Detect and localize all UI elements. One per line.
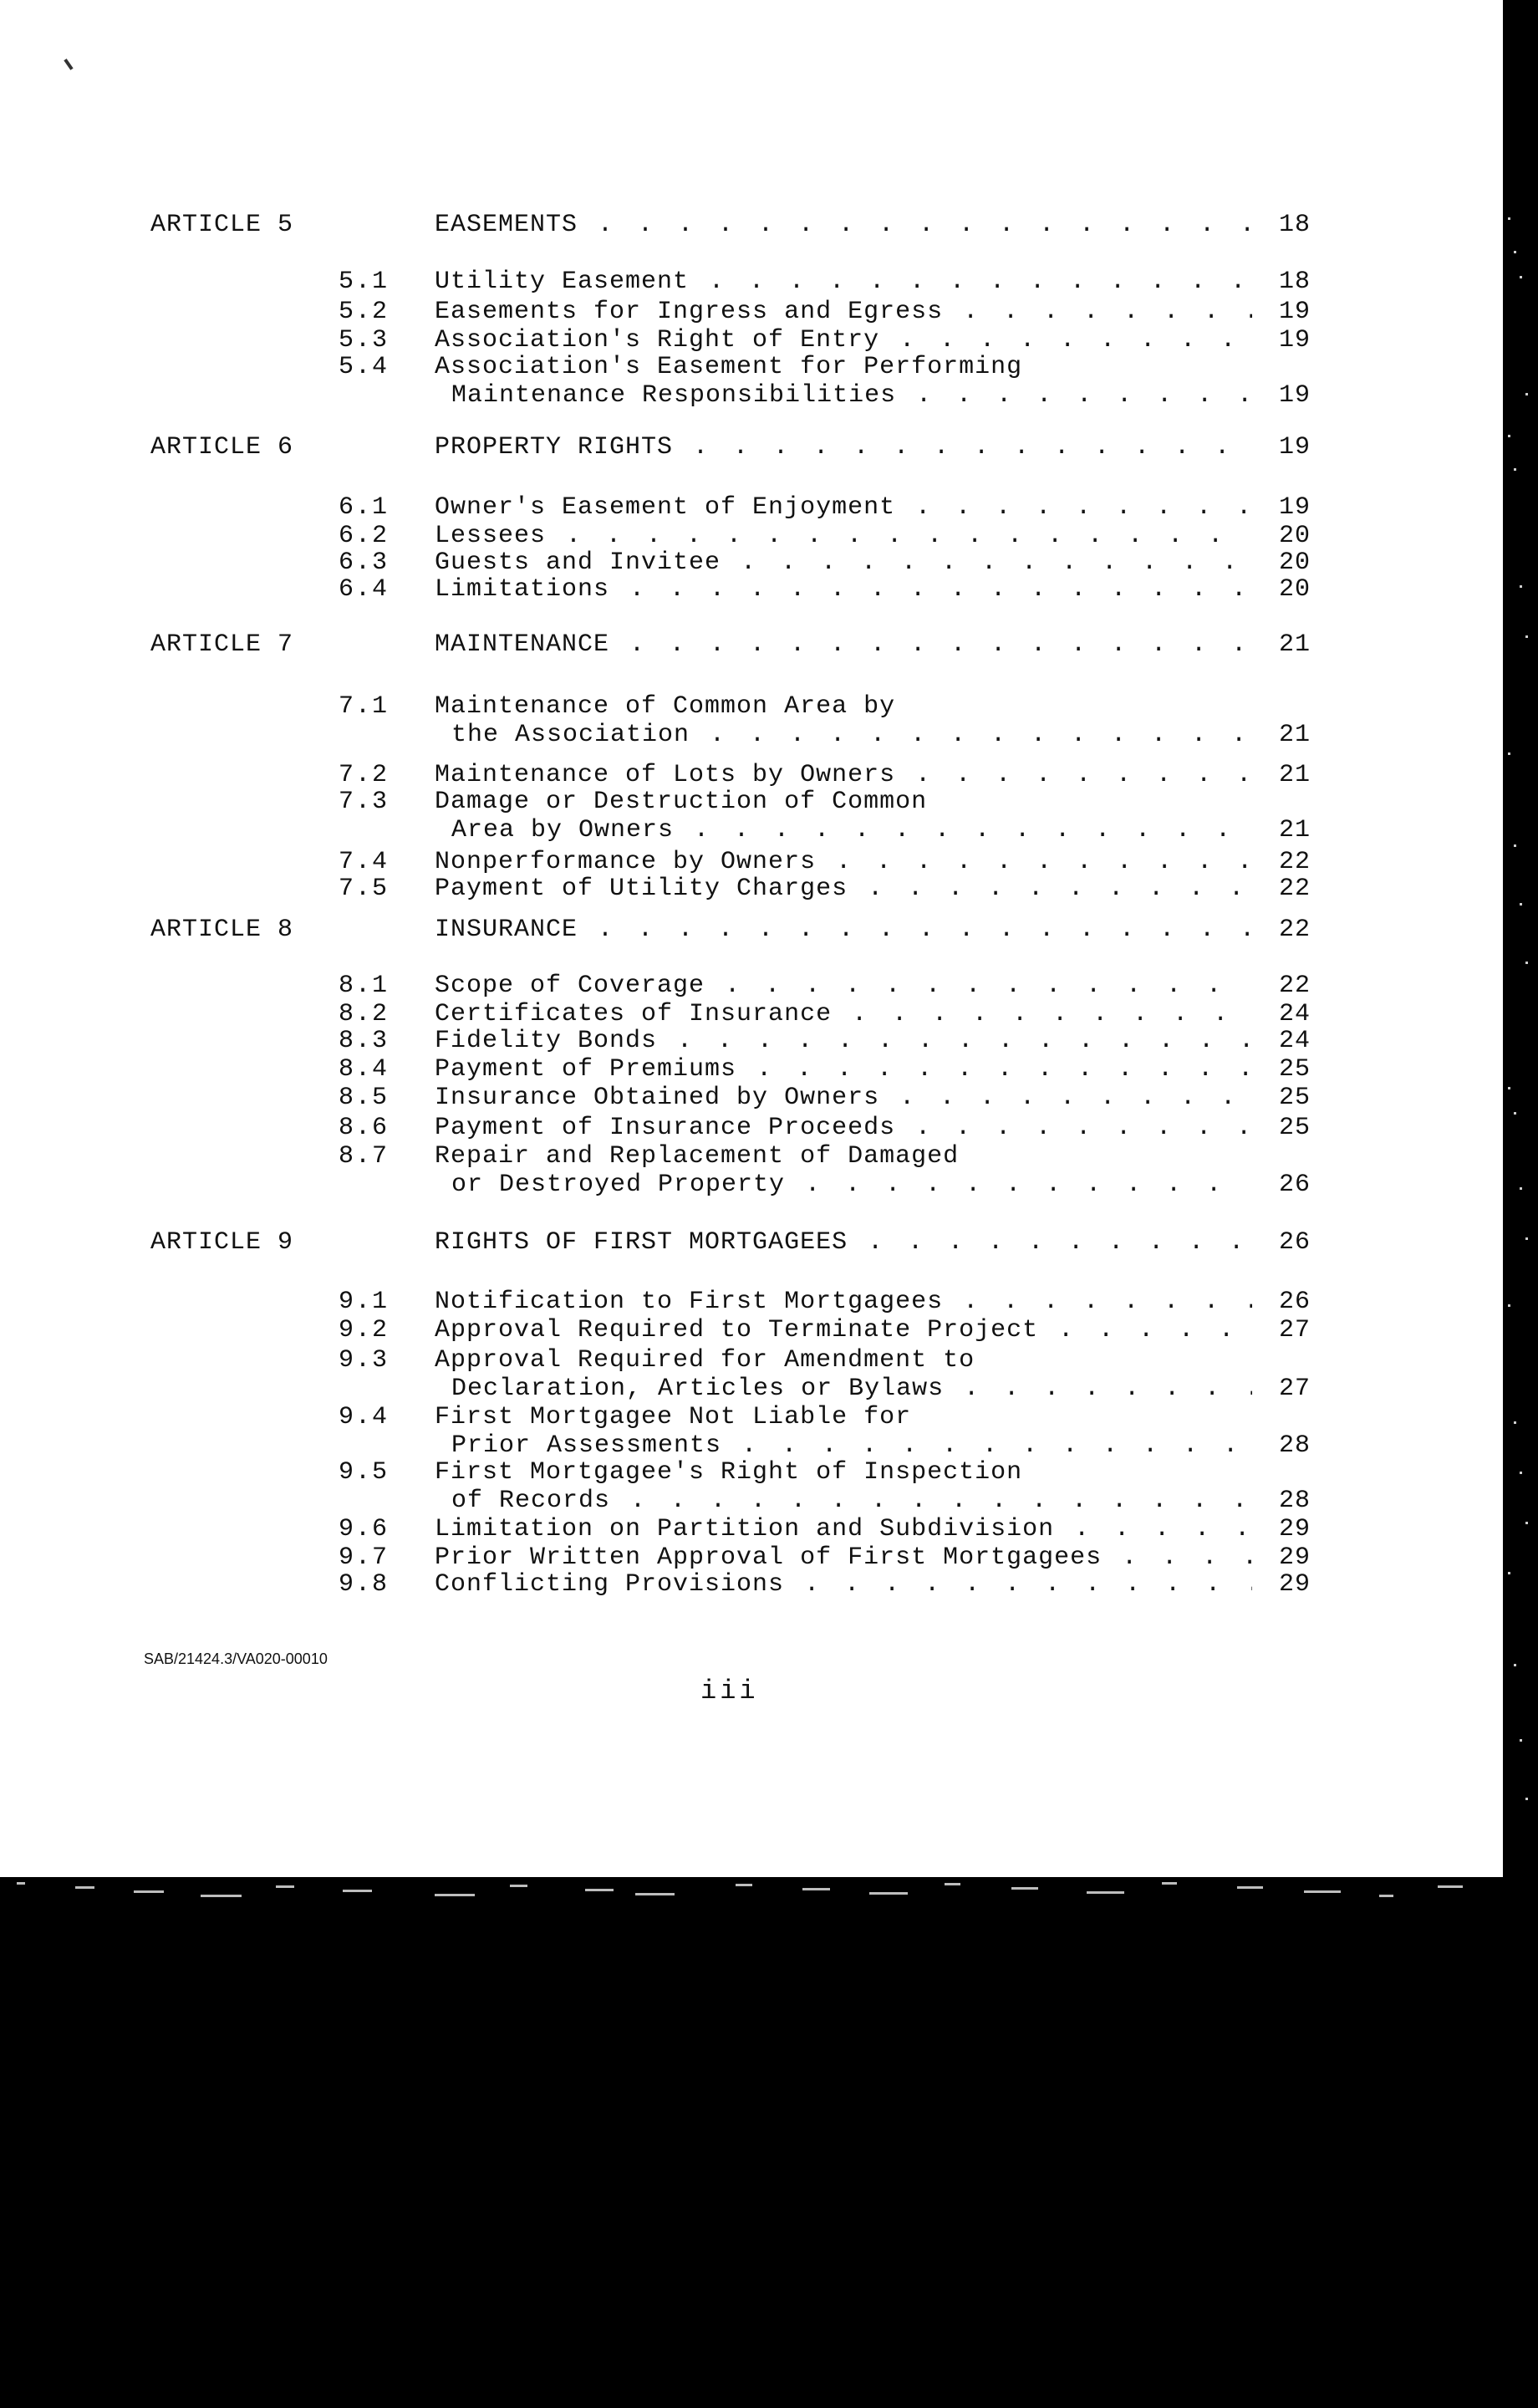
scan-noise-dot [1525,962,1528,964]
section-number: 6.1 [339,493,390,522]
section-page-number: 21 [1279,816,1311,844]
article-page-number: 22 [1279,916,1311,944]
section-continuation-row [0,380,1503,411]
section-title: Payment of Insurance Proceeds . . . [435,1112,1252,1144]
section-number: 5.4 [339,353,390,381]
article-page-number: 26 [1279,1228,1311,1257]
section-title: Fidelity Bonds . . . [435,1025,1252,1057]
scan-noise-streak [1162,1882,1177,1885]
scan-noise-dot [1508,1572,1510,1574]
article-label: ARTICLE 7 [150,630,294,659]
section-title: Maintenance of Lots by Owners . . . [435,759,1252,791]
section-page-number: 22 [1279,848,1311,876]
section-title: Association's Easement for Performing [435,353,1023,381]
section-number: 9.4 [339,1403,390,1431]
scan-right-edge [1503,0,1538,1877]
section-row [0,873,1503,905]
scan-noise-streak [1379,1895,1393,1897]
section-title: Declaration, Articles or Bylaws . . . [451,1373,1252,1405]
section-title: First Mortgagee's Right of Inspection [435,1458,1023,1487]
section-number: 9.3 [339,1346,390,1375]
scan-noise-streak [1011,1887,1038,1890]
section-row [0,1054,1503,1085]
scan-noise-dot [1514,1421,1516,1424]
section-title: Approval Required for Amendment to [435,1346,975,1375]
section-page-number: 29 [1279,1543,1311,1572]
section-number: 9.5 [339,1458,390,1487]
article-page-number: 21 [1279,630,1311,659]
section-continuation-row [0,814,1503,846]
section-continuation-row [0,1169,1503,1201]
section-number: 5.1 [339,268,390,296]
section-number: 9.2 [339,1316,390,1344]
scan-noise-dot [1525,635,1528,638]
scan-noise-streak [1304,1890,1341,1893]
article-heading-row [0,1227,1503,1258]
article-label: ARTICLE 5 [150,211,294,239]
section-row [0,266,1503,298]
section-number: 9.6 [339,1515,390,1543]
section-page-number: 25 [1279,1055,1311,1084]
scan-noise-dot [1520,585,1522,588]
scan-noise-dot [1520,276,1522,278]
scan-noise-dot [1508,435,1510,437]
section-page-number: 25 [1279,1084,1311,1112]
section-row [0,1140,1503,1172]
scan-noise-streak [343,1890,372,1892]
section-number: 7.1 [339,692,390,721]
section-number: 8.7 [339,1142,390,1171]
section-continuation-row [0,719,1503,751]
section-number: 5.2 [339,298,390,326]
article-title: RIGHTS OF FIRST MORTGAGEES . . . [435,1227,1252,1258]
scan-noise-dot [1508,1087,1510,1089]
section-page-number: 29 [1279,1570,1311,1599]
section-number: 6.4 [339,575,390,604]
scan-artifact-mark [64,59,73,70]
section-title: Certificates of Insurance . . . [435,998,1252,1030]
scan-noise-dot [1508,1304,1510,1307]
article-title: PROPERTY RIGHTS . . . [435,431,1252,463]
section-page-number: 27 [1279,1316,1311,1344]
section-page-number: 28 [1279,1487,1311,1515]
section-title: Association's Right of Entry . . . [435,324,1252,356]
section-number: 9.1 [339,1288,390,1316]
section-title: or Destroyed Property . . . [451,1169,1252,1201]
section-title: Maintenance of Common Area by [435,692,896,721]
scan-noise-dot [1514,468,1516,471]
section-page-number: 25 [1279,1114,1311,1142]
section-page-number: 28 [1279,1431,1311,1460]
section-title: of Records . . . [451,1485,1252,1517]
section-continuation-row [0,1485,1503,1517]
section-title: the Association . . . [451,719,1252,751]
section-row [0,351,1503,383]
section-number: 8.6 [339,1114,390,1142]
scan-noise-dot [1514,844,1516,847]
scan-noise-dot [1525,1798,1528,1800]
section-row [0,1112,1503,1144]
scan-noise-streak [201,1895,242,1897]
section-row [0,1082,1503,1114]
section-number: 8.4 [339,1055,390,1084]
article-label: ARTICLE 6 [150,433,294,462]
section-page-number: 21 [1279,721,1311,749]
scan-noise-streak [802,1888,830,1890]
scan-noise-streak [945,1883,960,1885]
section-page-number: 27 [1279,1375,1311,1403]
section-title: Owner's Easement of Enjoyment . . . [435,492,1252,523]
section-page-number: 22 [1279,875,1311,903]
section-page-number: 19 [1279,326,1311,355]
section-page-number: 19 [1279,381,1311,410]
scan-noise-dot [1520,1187,1522,1190]
section-row [0,1025,1503,1057]
section-continuation-row [0,1373,1503,1405]
section-number: 9.7 [339,1543,390,1572]
section-title: Utility Easement . . . [435,266,1252,298]
scan-noise-streak [1438,1885,1463,1888]
section-number: 7.5 [339,875,390,903]
article-title: MAINTENANCE . . . [435,629,1252,661]
scan-noise-streak [435,1894,475,1896]
article-title: EASEMENTS . . . [435,209,1252,241]
section-number: 8.2 [339,1000,390,1028]
section-title: Limitations . . . [435,574,1252,605]
section-title: Nonperformance by Owners . . . [435,846,1252,878]
scan-noise-streak [510,1885,527,1887]
document-reference: SAB/21424.3/VA020-00010 [144,1650,328,1667]
section-row [0,1344,1503,1376]
section-page-number: 29 [1279,1515,1311,1543]
page-number: iii [700,1676,759,1707]
section-number: 6.3 [339,548,390,577]
section-number: 5.3 [339,326,390,355]
scan-noise-streak [276,1885,294,1888]
section-page-number: 18 [1279,268,1311,296]
scan-noise-streak [585,1889,614,1891]
section-number: 7.3 [339,788,390,816]
section-number: 8.3 [339,1027,390,1055]
article-label: ARTICLE 9 [150,1228,294,1257]
section-number: 7.4 [339,848,390,876]
section-title: First Mortgagee Not Liable for [435,1403,912,1431]
section-row [0,1569,1503,1600]
section-row [0,296,1503,328]
section-title: Easements for Ingress and Egress . . . [435,296,1252,328]
section-title: Limitation on Partition and Subdivision . . . [435,1513,1252,1545]
section-page-number: 26 [1279,1171,1311,1199]
scan-noise-dot [1514,1112,1516,1115]
section-number: 8.5 [339,1084,390,1112]
scan-noise-dot [1520,1472,1522,1474]
section-title: Damage or Destruction of Common [435,788,928,816]
section-number: 7.2 [339,761,390,789]
section-page-number: 24 [1279,1027,1311,1055]
section-title: Lessees . . . [435,520,1252,552]
section-row [0,1314,1503,1346]
section-row [0,786,1503,818]
section-page-number: 20 [1279,522,1311,550]
scan-bottom-edge [0,1877,1538,1902]
scan-noise-streak [17,1882,25,1885]
article-heading-row [0,209,1503,241]
section-title: Payment of Premiums . . . [435,1054,1252,1085]
section-row [0,691,1503,722]
section-page-number: 24 [1279,1000,1311,1028]
section-page-number: 19 [1279,298,1311,326]
section-page-number: 19 [1279,493,1311,522]
scan-noise-streak [736,1884,752,1886]
section-title: Approval Required to Terminate Project . . . [435,1314,1252,1346]
section-page-number: 22 [1279,972,1311,1000]
scan-noise-dot [1525,1237,1528,1240]
article-page-number: 19 [1279,433,1311,462]
scan-noise-streak [869,1892,908,1895]
scan-noise-dot [1508,217,1510,220]
section-row [0,1457,1503,1488]
section-title: Insurance Obtained by Owners . . . [435,1082,1252,1114]
section-title: Conflicting Provisions . . . [435,1569,1252,1600]
section-title: Prior Assessments . . . [451,1430,1252,1462]
section-number: 9.8 [339,1570,390,1599]
section-row [0,1286,1503,1318]
section-title: Repair and Replacement of Damaged [435,1142,960,1171]
section-row [0,492,1503,523]
section-title: Guests and Invitee . . . [435,547,1252,579]
article-heading-row [0,431,1503,463]
section-title: Area by Owners . . . [451,814,1252,846]
section-title: Prior Written Approval of First Mortgagees . . . [435,1542,1252,1574]
section-number: 8.1 [339,972,390,1000]
scan-noise-streak [1087,1891,1124,1894]
article-heading-row [0,914,1503,946]
section-page-number: 26 [1279,1288,1311,1316]
scan-noise-dot [1520,1739,1522,1742]
scan-noise-streak [1237,1886,1263,1889]
section-row [0,970,1503,1002]
section-title: Notification to First Mortgagees . . . [435,1286,1252,1318]
scan-noise-dot [1514,251,1516,253]
section-row [0,574,1503,605]
scan-noise-dot [1525,393,1528,395]
section-page-number: 20 [1279,548,1311,577]
scan-noise-dot [1508,752,1510,755]
scan-noise-dot [1520,903,1522,906]
article-heading-row [0,629,1503,661]
scan-noise-dot [1514,1664,1516,1666]
article-label: ARTICLE 8 [150,916,294,944]
section-row [0,1401,1503,1433]
section-title: Scope of Coverage . . . [435,970,1252,1002]
section-page-number: 20 [1279,575,1311,604]
section-title: Maintenance Responsibilities . . . [451,380,1252,411]
section-row [0,1513,1503,1545]
section-page-number: 21 [1279,761,1311,789]
article-title: INSURANCE . . . [435,914,1252,946]
section-title: Payment of Utility Charges . . . [435,873,1252,905]
scan-noise-streak [134,1890,164,1893]
scan-noise-streak [635,1893,675,1895]
section-number: 6.2 [339,522,390,550]
article-page-number: 18 [1279,211,1311,239]
scan-noise-dot [1525,1522,1528,1524]
scan-noise-streak [75,1886,94,1889]
